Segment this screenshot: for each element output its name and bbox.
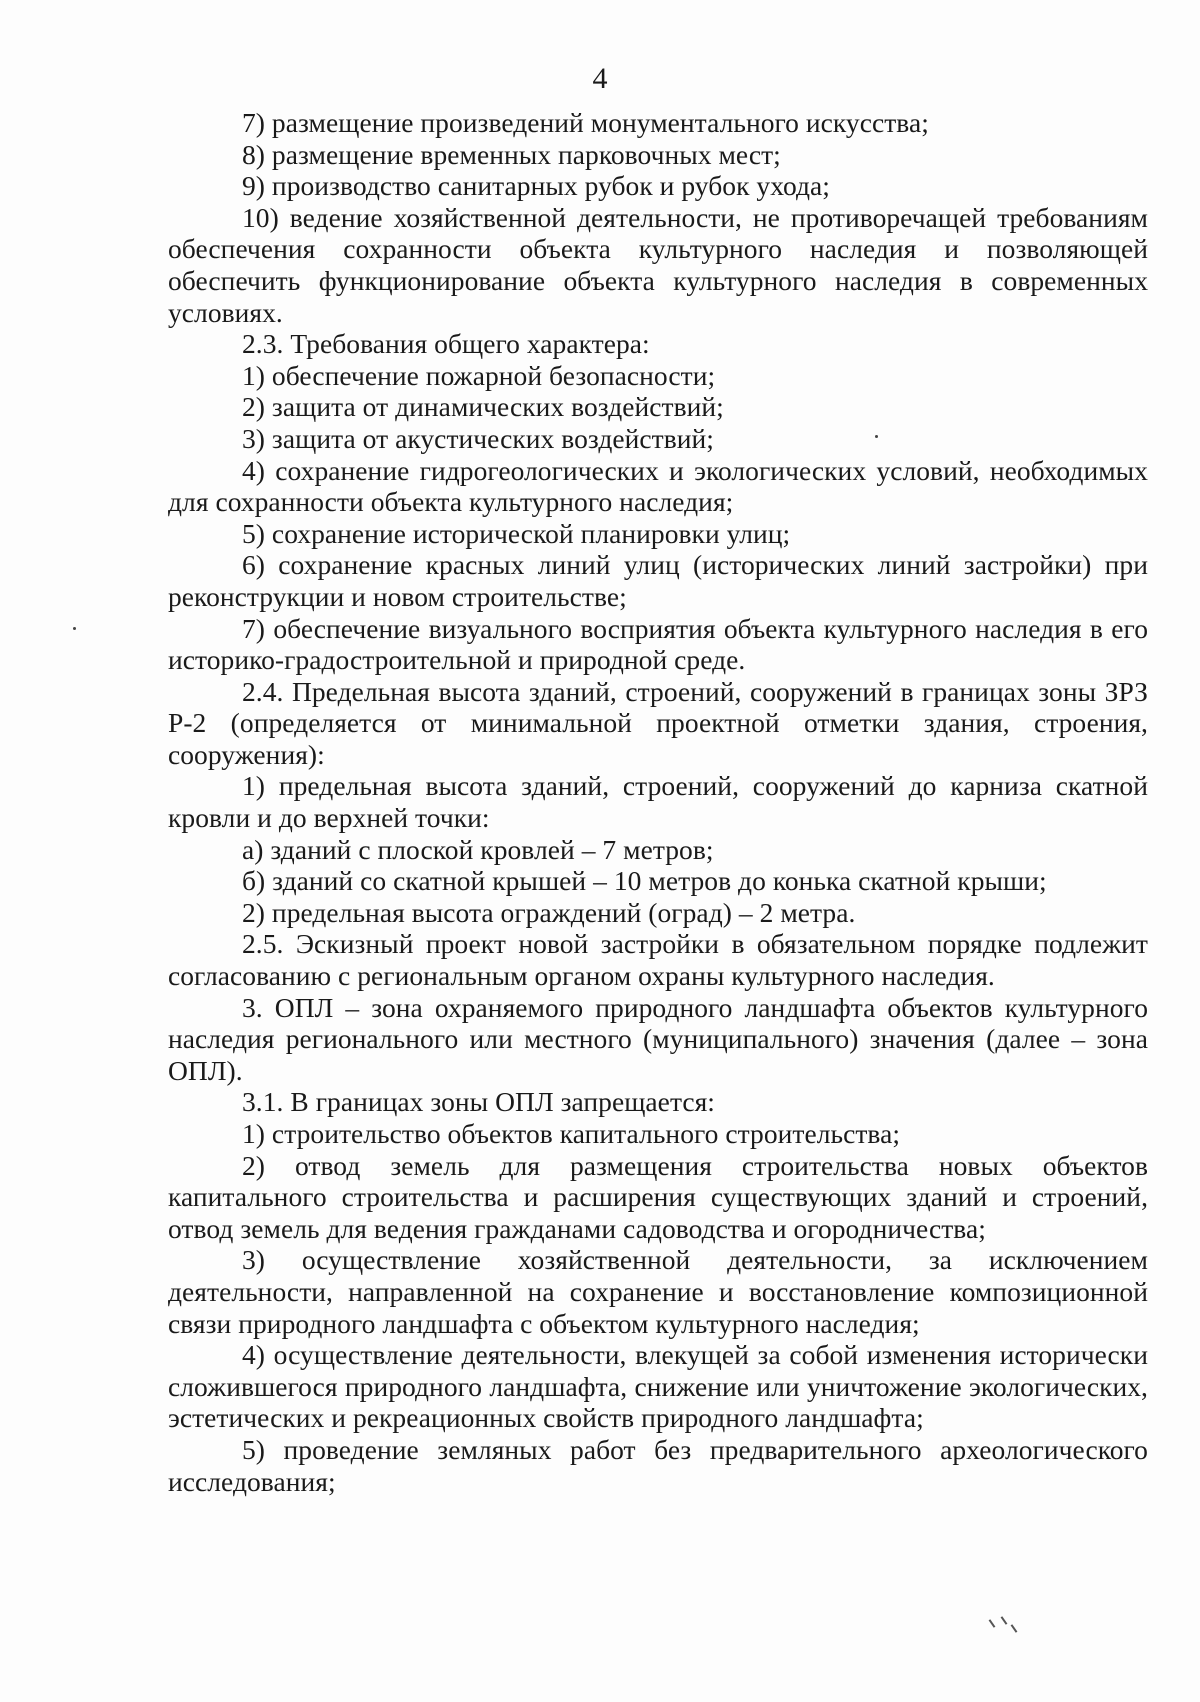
scan-speck <box>875 435 878 438</box>
scan-mark <box>1011 1624 1018 1633</box>
scan-speck <box>73 627 76 630</box>
list-item: 2) защита от динамических воздействий; <box>242 391 724 423</box>
list-item: 3) защита от акустических воздействий; <box>242 422 714 454</box>
section-heading: 3.1. В границах зоны ОПЛ запрещается: <box>242 1086 715 1118</box>
list-item: 3) осуществление хозяйственной деятельности, за исключением деятельности, направленной на сохранение и восстановление композиционной связи природного ландшафта с объектом культурного наследия; <box>168 1244 1148 1339</box>
list-item: 2) предельная высота ограждений (оград) – 2 метра. <box>242 896 856 928</box>
list-item: 4) осуществление деятельности, влекущей за собой изменения исторически сложившегося природного ландшафта, снижение или уничтожение экологических, эстетических и рекреационных свойств природного ландшафта; <box>168 1339 1148 1434</box>
list-item: 9) производство санитарных рубок и рубок ухода; <box>242 170 830 202</box>
list-item: 7) обеспечение визуального восприятия объекта культурного наследия в его историко-градостроительной и природной среде. <box>168 612 1148 676</box>
section-heading: 2.3. Требования общего характера: <box>242 328 650 360</box>
scan-mark <box>1001 1616 1008 1625</box>
section-paragraph: 3. ОПЛ – зона охраняемого природного ландшафта объектов культурного наследия регионального или местного (муниципального) значения (далее – зона ОПЛ). <box>168 991 1148 1086</box>
section-paragraph: 2.5. Эскизный проект новой застройки в обязательном порядке подлежит согласованию с региональным органом охраны культурного наследия. <box>168 928 1148 992</box>
scan-mark <box>989 1619 996 1628</box>
list-item: 10) ведение хозяйственной деятельности, не противоречащей требованиям обеспечения сохранности объекта культурного наследия и позволяющей обеспечить функционирование объекта культурного наследия в современных условиях. <box>168 201 1148 328</box>
list-item: 5) проведение земляных работ без предварительного археологического исследования; <box>168 1433 1148 1497</box>
document-body <box>168 107 1148 1497</box>
list-item: 8) размещение временных парковочных мест; <box>242 138 781 170</box>
list-item: 2) отвод земель для размещения строительства новых объектов капитального строительства и расширения существующих зданий и строений, отвод земель для ведения гражданами садоводства и огородничества; <box>168 1149 1148 1244</box>
list-item: а) зданий с плоской кровлей – 7 метров; <box>242 833 714 865</box>
page-number: 4 <box>592 62 608 95</box>
list-item: б) зданий со скатной крышей – 10 метров до конька скатной крыши; <box>242 865 1047 897</box>
list-item: 1) строительство объектов капитального строительства; <box>242 1118 901 1149</box>
list-item: 5) сохранение исторической планировки улиц; <box>242 517 791 549</box>
list-item: 6) сохранение красных линий улиц (исторических линий застройки) при реконструкции и новом строительстве; <box>168 549 1148 612</box>
list-item: 1) обеспечение пожарной безопасности; <box>242 359 716 391</box>
section-paragraph: 2.4. Предельная высота зданий, строений, сооружений в границах зоны ЗРЗ Р-2 (определяется от минимальной проектной отметки здания, строения, сооружения): <box>168 675 1148 770</box>
list-item: 4) сохранение гидрогеологических и экологических условий, необходимых для сохранности объекта культурного наследия; <box>168 454 1148 518</box>
list-item: 1) предельная высота зданий, строений, сооружений до карниза скатной кровли и до верхней точки: <box>168 770 1148 834</box>
list-item: 7) размещение произведений монументального искусства; <box>242 107 929 138</box>
